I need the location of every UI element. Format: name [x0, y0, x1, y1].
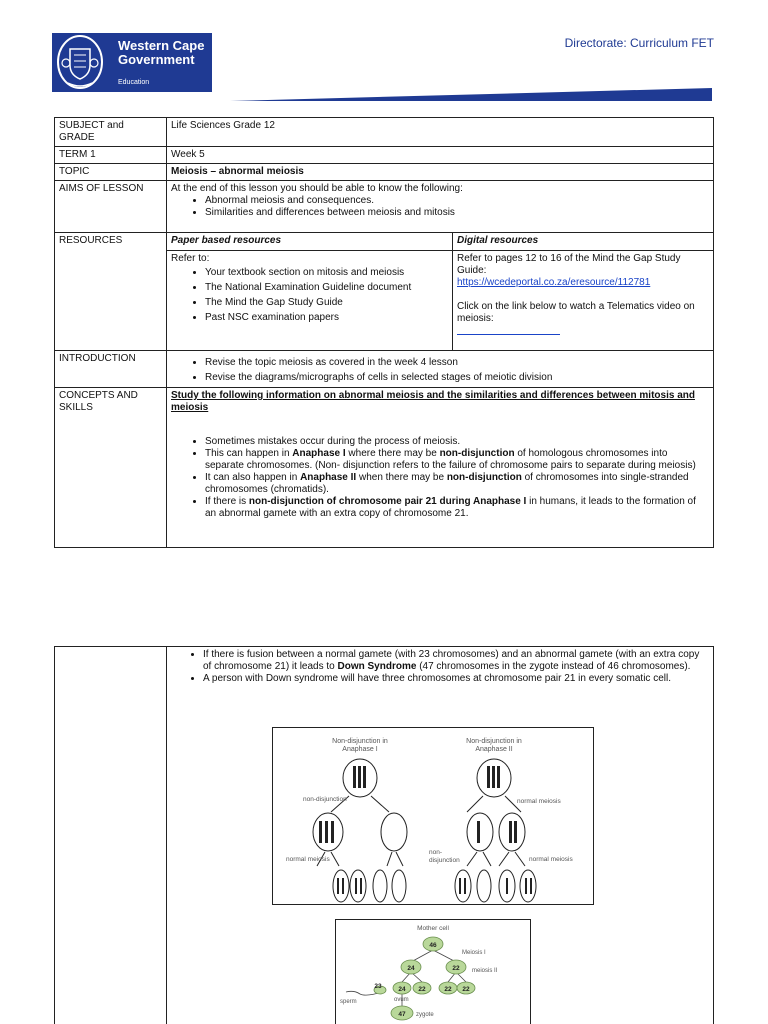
svg-text:24: 24 — [398, 986, 406, 993]
lesson-table — [54, 117, 714, 548]
subject-value: Life Sciences Grade 12 — [167, 118, 714, 147]
intro-list — [171, 355, 709, 385]
wcg-logo — [52, 33, 212, 92]
svg-text:47: 47 — [398, 1011, 406, 1018]
label-normal-meiosis-mid: normal meiosis — [517, 798, 561, 805]
nondisjunction-diagram — [272, 727, 594, 905]
concepts-cell — [167, 388, 714, 548]
left-title-2: Anaphase I — [342, 746, 378, 753]
list-item: • Abnormal meiosis and consequences. — [205, 195, 709, 207]
empty-label-cell — [55, 647, 167, 1024]
svg-text:22: 22 — [418, 986, 426, 993]
concepts-heading: Study the following information on abnormal meiosis and the similarities and differences between mitosis and meiosis — [171, 390, 695, 413]
continuation-list — [171, 649, 709, 685]
down-syndrome-diagram — [335, 919, 531, 1024]
label-normal-meiosis-left: normal meiosis — [286, 856, 330, 863]
concepts-list — [171, 436, 709, 520]
right-title-2: Anaphase II — [475, 746, 513, 753]
concepts-label: CONCEPTS AND SKILLS — [55, 388, 167, 548]
list-item: • If there is non-disjunction of chromosome pair 21 during Anaphase I in humans, it leads to the formation of an abnormal gamete with an extra copy of chromosome 21. — [205, 496, 709, 520]
digital-text1: Refer to pages 12 to 16 of the Mind the Gap Study Guide: — [457, 253, 681, 276]
meiosis-ii-label: meiosis II — [472, 968, 498, 974]
aims-cell — [167, 181, 714, 233]
table-row — [55, 351, 714, 388]
list-item: • A person with Down syndrome will have three chromosomes at chromosome pair 21 in every somatic cell. — [203, 673, 709, 685]
meiosis-i-label: Meiosis I — [462, 950, 486, 956]
intro-label: INTRODUCTION — [55, 351, 167, 388]
table-row — [55, 181, 714, 233]
list-item: • Past NSC examination papers — [205, 310, 448, 325]
list-item: • The Mind the Gap Study Guide — [205, 295, 448, 310]
topic-value: Meiosis – abnormal meiosis — [167, 164, 714, 181]
right-title-1: Non-disjunction in — [466, 738, 522, 745]
label-normal-meiosis-right: normal meiosis — [529, 856, 573, 863]
list-item: • This can happen in Anaphase I where there may be non-disjunction of homologous chromosomes into separate chromosomes. (Non- disjunction refers to the failure of chromosome pairs to separate during meiosis) — [205, 448, 709, 472]
table-row — [55, 388, 714, 548]
svg-text:24: 24 — [407, 965, 415, 972]
paper-intro: Refer to: — [171, 253, 210, 264]
svg-text:22: 22 — [462, 986, 470, 993]
table-row — [55, 147, 714, 164]
digital-text2: Click on the link below to watch a Telematics video on meiosis: — [457, 301, 695, 324]
subject-label: SUBJECT and GRADE — [55, 118, 167, 147]
org-name-line1: Western Cape — [118, 38, 205, 53]
list-item: • Revise the topic meiosis as covered in the week 4 lesson — [205, 355, 709, 370]
directorate-title: Directorate: Curriculum FET — [564, 36, 714, 50]
digital-heading: Digital resources — [453, 233, 714, 251]
svg-text:22: 22 — [452, 965, 460, 972]
table-row — [55, 164, 714, 181]
intro-cell — [167, 351, 714, 388]
table-row — [55, 118, 714, 147]
coat-of-arms-icon — [52, 33, 106, 92]
ovum-label: ovum — [394, 997, 409, 1003]
video-link[interactable] — [457, 325, 560, 335]
list-item: • Sometimes mistakes occur during the process of meiosis. — [205, 436, 709, 448]
term-label: TERM 1 — [55, 147, 167, 164]
list-item: • Your textbook section on mitosis and meiosis — [205, 265, 448, 280]
eresource-link[interactable]: https://wcedeportal.co.za/eresource/112781 — [457, 277, 651, 288]
aims-label: AIMS OF LESSON — [55, 181, 167, 233]
label-nondisjunction: non-disjunction — [303, 796, 347, 803]
list-item: • The National Examination Guideline document — [205, 280, 448, 295]
resources-label: RESOURCES — [55, 233, 167, 351]
paper-resources-cell — [167, 251, 453, 351]
table-row — [55, 233, 714, 251]
list-item: • If there is fusion between a normal gamete (with 23 chromosomes) and an abnormal gamete (with an extra copy of chromosome 21) it leads to Down Syndrome (47 chromosomes in the zygote instead of 46 chromosomes). — [203, 649, 709, 673]
aims-list — [171, 195, 709, 219]
org-name-line3: Education — [118, 79, 150, 86]
list-item: • It can also happen in Anaphase II when there may be non-disjunction of chromosomes into single-stranded chromosomes (chromatids). — [205, 472, 709, 496]
list-item: • Revise the diagrams/micrographs of cells in selected stages of meiotic division — [205, 370, 709, 385]
label-disjunction: disjunction — [429, 857, 460, 864]
org-name-line2: Government — [118, 52, 195, 67]
svg-text:46: 46 — [429, 942, 437, 949]
svg-text:23: 23 — [374, 983, 382, 990]
term-value: Week 5 — [167, 147, 714, 164]
mother-cell-label: Mother cell — [417, 925, 449, 932]
paper-heading: Paper based resources — [167, 233, 453, 251]
header-accent-bar — [230, 88, 712, 101]
zygote-label: zygote — [416, 1012, 434, 1018]
list-item: • Similarities and differences between meiosis and mitosis — [205, 207, 709, 219]
aims-intro: At the end of this lesson you should be able to know the following: — [171, 183, 463, 194]
sperm-label: sperm — [340, 999, 357, 1005]
topic-label: TOPIC — [55, 164, 167, 181]
svg-text:22: 22 — [444, 986, 452, 993]
label-non: non- — [429, 849, 443, 856]
digital-resources-cell — [453, 251, 714, 351]
left-title-1: Non-disjunction in — [332, 738, 388, 745]
paper-list — [171, 265, 448, 325]
